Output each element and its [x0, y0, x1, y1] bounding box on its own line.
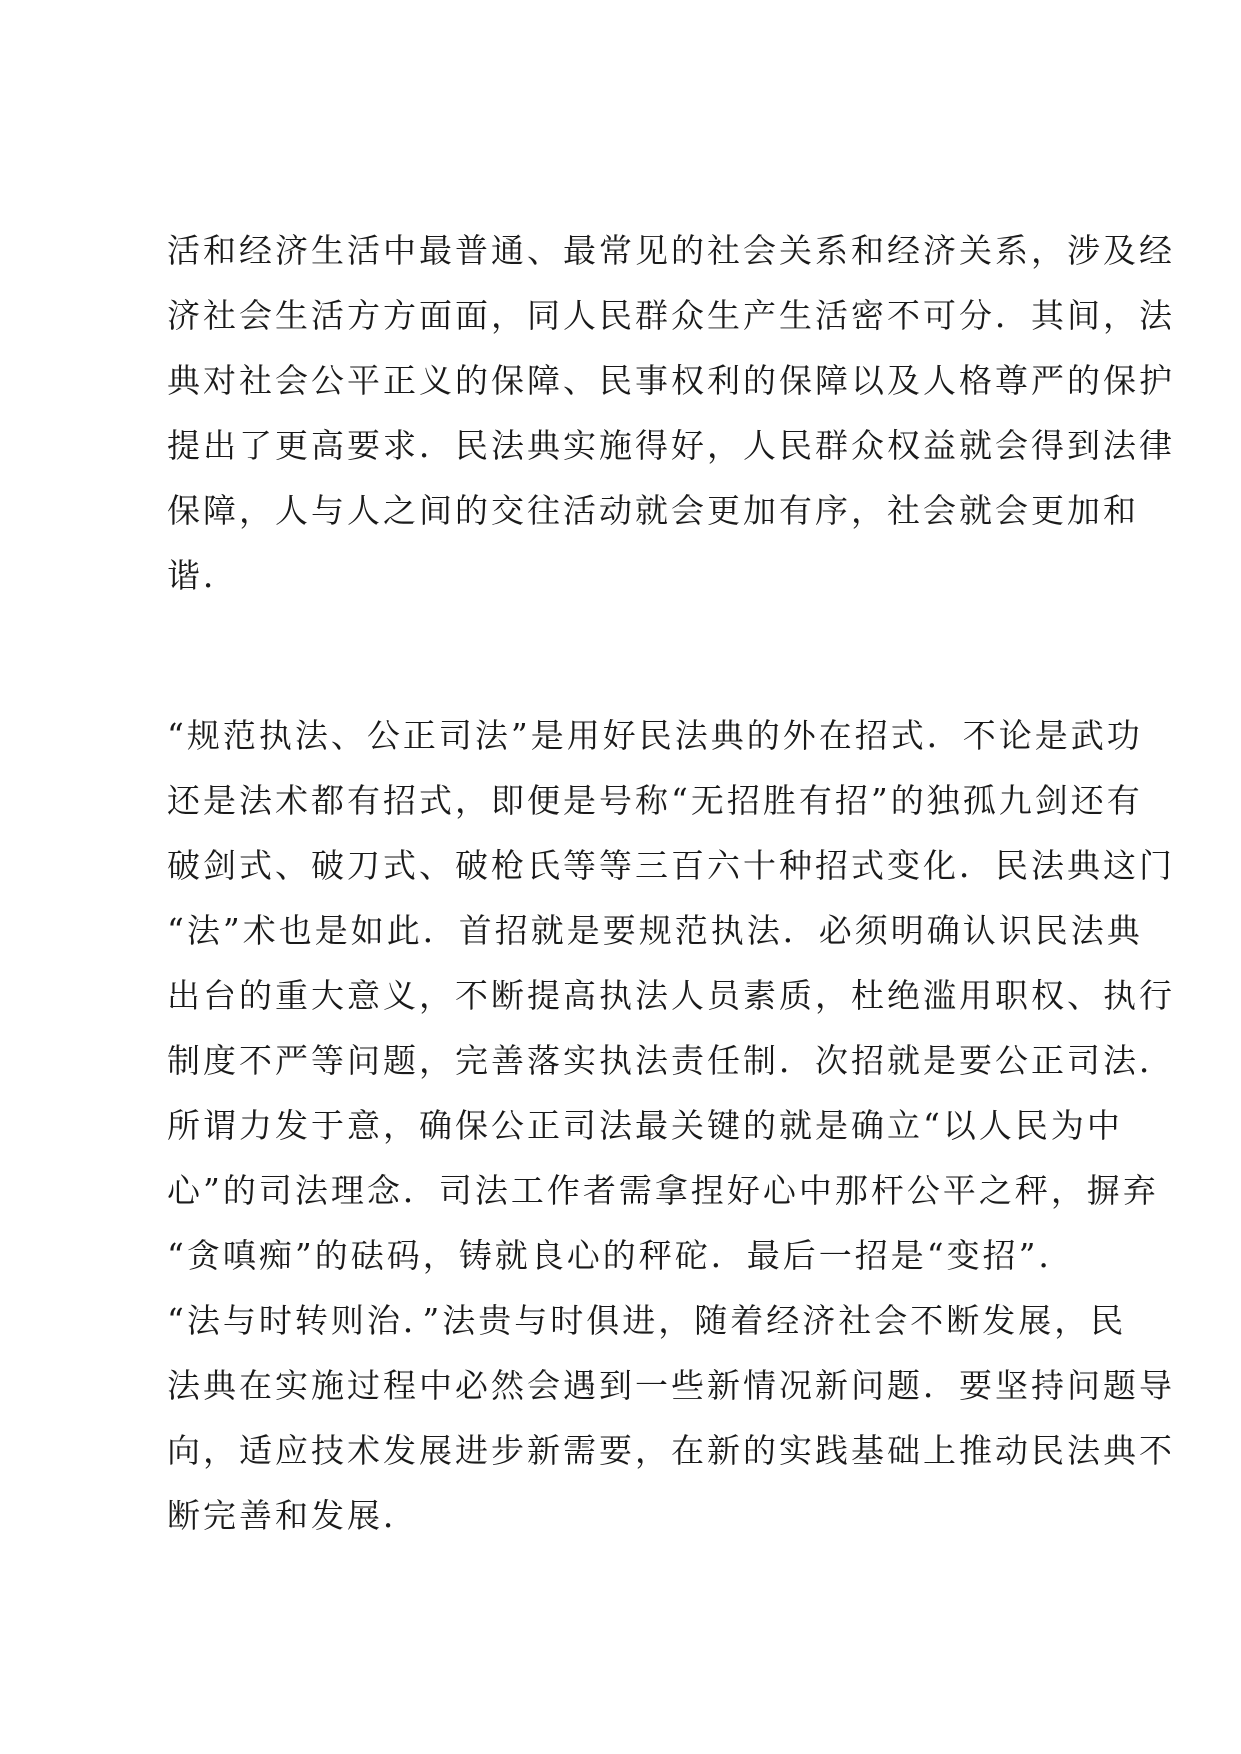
text-line: 断完善和发展． — [167, 1496, 419, 1535]
text-line: 提出了更高要求．民法典实施得好，人民群众权益就会得到法律 — [167, 426, 1175, 465]
text-line: “规范执法、公正司法”是用好民法典的外在招式．不论是武功 — [167, 716, 1143, 755]
text-line: 活和经济生活中最普通、最常见的社会关系和经济关系，涉及经 — [167, 231, 1175, 270]
text-line: 制度不严等问题，完善落实执法责任制．次招就是要公正司法． — [167, 1041, 1175, 1080]
text-line: 保障，人与人之间的交往活动就会更加有序，社会就会更加和 — [167, 491, 1139, 530]
text-line: 典对社会公平正义的保障、民事权利的保障以及人格尊严的保护 — [167, 361, 1175, 400]
text-line: “贪嗔痴”的砝码，铸就良心的秤砣．最后一招是“变招”． — [167, 1236, 1075, 1275]
text-line: “法与时转则治．”法贵与时俱进，随着经济社会不断发展，民 — [167, 1301, 1127, 1340]
text-line: 济社会生活方方面面，同人民群众生产生活密不可分．其间，法 — [167, 296, 1175, 335]
text-line: 还是法术都有招式，即便是号称“无招胜有招”的独孤九剑还有 — [167, 781, 1143, 820]
paragraph-enforcement-and-justice — [167, 703, 1175, 1548]
paragraph-civil-code-significance — [167, 218, 1175, 608]
text-line: 心”的司法理念．司法工作者需拿捏好心中那杆公平之秤，摒弃 — [167, 1171, 1159, 1210]
text-line: 向，适应技术发展进步新需要，在新的实践基础上推动民法典不 — [167, 1431, 1175, 1470]
text-line: “法”术也是如此．首招就是要规范执法．必须明确认识民法典 — [167, 911, 1143, 950]
text-line: 破剑式、破刀式、破枪氏等等三百六十种招式变化．民法典这门 — [167, 846, 1175, 885]
text-line: 法典在实施过程中必然会遇到一些新情况新问题．要坚持问题导 — [167, 1366, 1175, 1405]
text-line: 谐． — [167, 556, 239, 595]
text-line: 出台的重大意义，不断提高执法人员素质，杜绝滥用职权、执行 — [167, 976, 1175, 1015]
text-line: 所谓力发于意，确保公正司法最关键的就是确立“以人民为中 — [167, 1106, 1123, 1145]
